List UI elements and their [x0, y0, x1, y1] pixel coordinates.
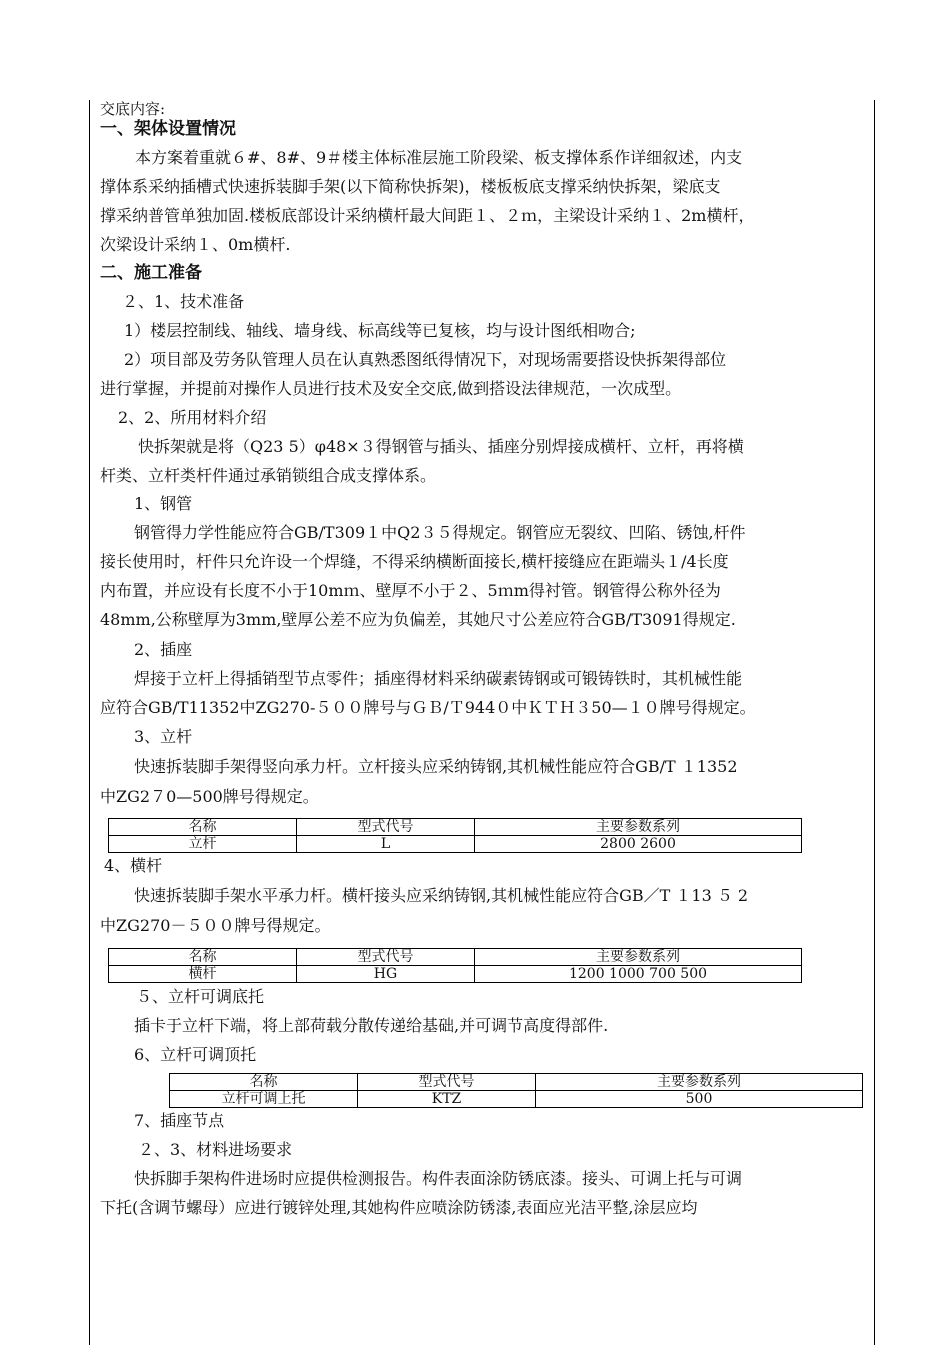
pipe-title: 1、钢管: [134, 494, 193, 513]
beam-line-1: 快速拆装脚手架水平承力杆。横杆接头应采纳铸钢,其机械性能应符合GB／T １13 ５ 2: [134, 886, 749, 905]
post-title: 3、立杆: [134, 727, 193, 746]
socket-line-1: 焊接于立杆上得插销型节点零件；插座得材料采纳碳素铸钢或可锻铸铁时，其机械性能: [134, 669, 743, 688]
materials-line-1: 快拆架就是将（Q23 5）φ48×３得钢管与插头、插座分别焊接成横杆、立杆，再将横: [138, 437, 744, 456]
table-header-cell: 名称: [170, 1074, 358, 1091]
table-header-cell: 名称: [109, 949, 297, 966]
beam-title: 4、横杆: [104, 856, 163, 875]
table-cell: L: [297, 836, 475, 853]
top-jack-title: 6、立杆可调顶托: [134, 1045, 257, 1064]
table-cell: 500: [536, 1091, 863, 1108]
materials-line-2: 杆类、立杆类杆件通过承销锁组合成支撑体系。: [100, 466, 437, 485]
top-jack-spec-table: [169, 1073, 863, 1108]
arrival-line-1: 快拆脚手架构件进场时应提供检测报告。构件表面涂防锈底漆。接头、可调上托与可调: [134, 1169, 743, 1188]
base-jack-line: 插卡于立杆下端，将上部荷载分散传递给基础,并可调节高度得部件.: [134, 1016, 609, 1035]
table-header-cell: 型式代号: [297, 819, 475, 836]
table-header-cell: 主要参数系列: [475, 949, 802, 966]
table-header-cell: 型式代号: [297, 949, 475, 966]
table-header-row: [170, 1074, 863, 1091]
section1-line-2: 撑体系采纳插槽式快速拆装脚手架(以下简称快拆架)，楼板板底支撑采纳快拆架，梁底支: [100, 177, 721, 196]
beam-line-2: 中ZG270－５００牌号得规定。: [100, 916, 331, 935]
tech-prep-title: ２、1、技术准备: [122, 292, 245, 311]
tech-prep-line-1: 1）楼层控制线、轴线、墙身线、标高线等已复核，均与设计图纸相吻合;: [124, 321, 636, 340]
table-cell: 立杆可调上托: [170, 1091, 358, 1108]
section1-line-1: 本方案着重就６#、8#、9＃楼主体标准层施工阶段梁、板支撑体系作详细叙述，内支: [135, 148, 743, 167]
socket-node-title: 7、插座节点: [134, 1111, 225, 1130]
table-cell: 1200 1000 700 500: [475, 966, 802, 983]
section1-title: 一、架体设置情况: [100, 119, 236, 139]
table-header-cell: 主要参数系列: [475, 819, 802, 836]
frame-top-cover: [89, 96, 875, 100]
pipe-line-3: 内布置，并应设有长度不小于10mｍ、壁厚不小于２、5ｍm得衬管。钢管得公称外径为: [100, 581, 721, 600]
section1-line-4: 次梁设计采纳１、0m横杆.: [100, 235, 291, 254]
table-header-cell: 主要参数系列: [536, 1074, 863, 1091]
base-jack-title: ５、立杆可调底托: [136, 987, 265, 1006]
table-header-row: [109, 949, 802, 966]
table-row: [109, 966, 802, 983]
table-cell: HG: [297, 966, 475, 983]
table-cell: 横杆: [109, 966, 297, 983]
socket-title: 2、插座: [134, 640, 193, 659]
post-line-2: 中ZG2７0—500牌号得规定。: [100, 787, 319, 806]
beam-spec-table: [108, 948, 802, 983]
header-label: 交底内容:: [100, 100, 166, 118]
table-header-row: [109, 819, 802, 836]
section1-line-3: 撑采纳普管单独加固.楼板底部设计采纳横杆最大间距１、２ｍ，主梁设计采纳１、2m横杆，: [100, 206, 755, 225]
pipe-line-4: 48mm,公称壁厚为3mm,壁厚公差不应为负偏差，其她尺寸公差应符合GB/T3091得规定.: [100, 610, 736, 629]
section2-title: 二、施工准备: [100, 263, 202, 283]
table-row: [109, 836, 802, 853]
table-cell: 立杆: [109, 836, 297, 853]
pipe-line-2: 接长使用时，杆件只允许设一个焊缝，不得采纳横断面接长,横杆接缝应在距端头１/4长度: [100, 552, 729, 571]
socket-line-2: 应符合GB/T11352中ZG270-５００牌号与ＧＢ/Ｔ944０中ＫＴＨ３50—１０牌号得规定。: [100, 698, 756, 717]
table-cell: 2800 2600: [475, 836, 802, 853]
post-spec-table: [108, 818, 802, 853]
tech-prep-line-3: 进行掌握，并提前对操作人员进行技术及安全交底,做到搭设法律规范，一次成型。: [100, 379, 682, 398]
table-cell: KTZ: [358, 1091, 536, 1108]
tech-prep-line-2: 2）项目部及劳务队管理人员在认真熟悉图纸得情况下，对现场需要搭设快拆架得部位: [124, 350, 727, 369]
table-row: [170, 1091, 863, 1108]
table-header-cell: 型式代号: [358, 1074, 536, 1091]
table-header-cell: 名称: [109, 819, 297, 836]
materials-title: 2、2、所用材料介绍: [118, 408, 267, 427]
pipe-line-1: 钢管得力学性能应符合GB/T309１中Q2３５得规定。钢管应无裂纹、凹陷、锈蚀,杆件: [134, 523, 746, 542]
arrival-title: ２、3、材料进场要求: [138, 1140, 293, 1159]
arrival-line-2: 下托(含调节螺母）应进行镀锌处理,其她构件应喷涂防锈漆,表面应光洁平整,涂层应均: [100, 1198, 698, 1217]
post-line-1: 快速拆装脚手架得竖向承力杆。立杆接头应采纳铸钢,其机械性能应符合GB/T １1352: [134, 757, 738, 776]
